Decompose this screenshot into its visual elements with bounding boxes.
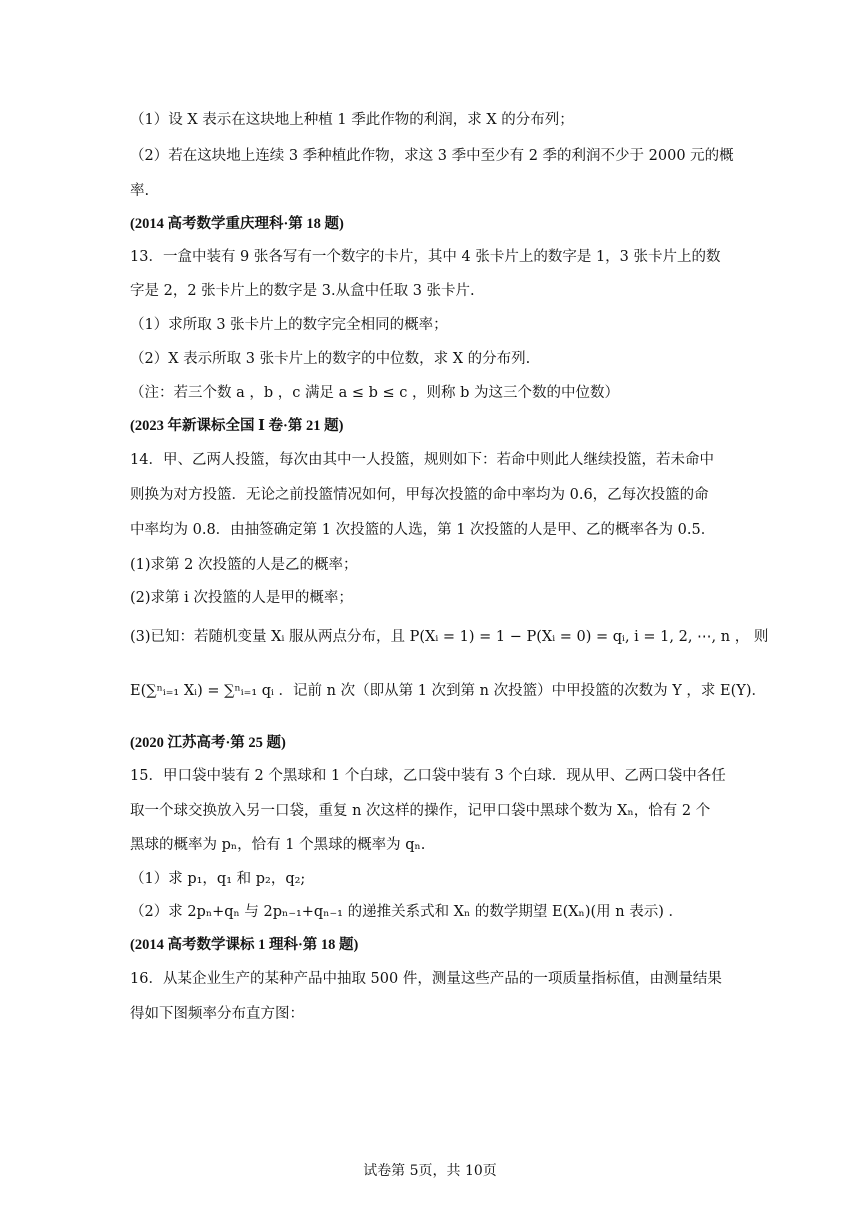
q12-source: (2014 高考数学重庆理科·第 18 题) <box>130 216 344 232</box>
q13-stem: 13．一盒中装有 9 张各写有一个数字的卡片，其中 4 张卡片上的数字是 1，3 张卡片上的数 <box>130 249 721 265</box>
q15-part2: （2）求 2pₙ+qₙ 与 2pₙ₋₁+qₙ₋₁ 的递推关系式和 Xₙ 的数学期望 E(Xₙ)(用 n 表示) ． <box>130 904 683 920</box>
q15-source: (2014 高考数学课标 1 理科·第 18 题) <box>130 937 359 953</box>
q15-part1: （1）求 p₁，q₁ 和 p₂，q₂; <box>130 871 306 887</box>
q13-stem-cont: 字是 2，2 张卡片上的数字是 3.从盒中任取 3 张卡片. <box>130 283 475 299</box>
q14-stem: 14．甲、乙两人投篮，每次由其中一人投篮，规则如下：若命中则此人继续投篮，若未命中 <box>130 452 714 468</box>
q13-note: （注：若三个数 a ，b ，c 满足 a ≤ b ≤ c ，则称 b 为这三个数的中位数） <box>130 385 619 401</box>
q16-stem: 16．从某企业生产的某种产品中抽取 500 件，测量这些产品的一项质量指标值，由测量结果 <box>130 971 722 987</box>
q15-stem-cont1: 取一个球交换放入另一口袋，重复 n 次这样的操作，记甲口袋中黑球个数为 Xₙ，恰有 2 个 <box>130 803 711 819</box>
q14-part3-formula: E(∑ⁿᵢ₌₁ Xᵢ) = ∑ⁿᵢ₌₁ qᵢ ．记前 n 次（即从第 1 次到第 n 次投篮）中甲投篮的次数为 Y ，求 E(Y)． <box>130 683 766 699</box>
page-footer: 试卷第 5页，共 10页 <box>363 1163 497 1179</box>
q15-stem: 15．甲口袋中装有 2 个黑球和 1 个白球，乙口袋中装有 3 个白球．现从甲、乙两口袋中各任 <box>130 768 726 784</box>
q14-stem-cont1: 则换为对方投篮．无论之前投篮情况如何，甲每次投篮的命中率均为 0.6，乙每次投篮的命 <box>130 487 709 503</box>
q14-source: (2020 江苏高考·第 25 题) <box>130 735 286 751</box>
q12-part1: （1）设 X 表示在这块地上种植 1 季此作物的利润，求 X 的分布列； <box>130 112 574 128</box>
q12-part2-cont: 率. <box>130 183 150 199</box>
q13-part1: （1）求所取 3 张卡片上的数字完全相同的概率； <box>130 317 448 333</box>
q12-part2: （2）若在这块地上连续 3 季种植此作物，求这 3 季中至少有 2 季的利润不少于 2000 元的概 <box>130 148 734 164</box>
q14-part2: (2)求第 i 次投篮的人是甲的概率； <box>130 590 353 606</box>
q14-stem-cont2: 中率均为 0.8．由抽签确定第 1 次投篮的人选，第 1 次投篮的人是甲、乙的概率各为 0.5． <box>130 522 716 538</box>
q14-part3: (3)已知：若随机变量 Xᵢ 服从两点分布，且 P(Xᵢ = 1) = 1 − P(Xᵢ = 0) = qᵢ, i = 1, 2, ⋯, n ， 则 <box>130 629 769 645</box>
q16-stem-cont: 得如下图频率分布直方图： <box>130 1006 304 1022</box>
q13-part2: （2）X 表示所取 3 张卡片上的数字的中位数，求 X 的分布列. <box>130 351 531 367</box>
q13-source: (2023 年新课标全国 Ⅰ 卷·第 21 题) <box>130 418 344 434</box>
q15-stem-cont2: 黑球的概率为 pₙ，恰有 1 个黑球的概率为 qₙ. <box>130 837 426 853</box>
q14-part1: (1)求第 2 次投篮的人是乙的概率； <box>130 557 358 573</box>
